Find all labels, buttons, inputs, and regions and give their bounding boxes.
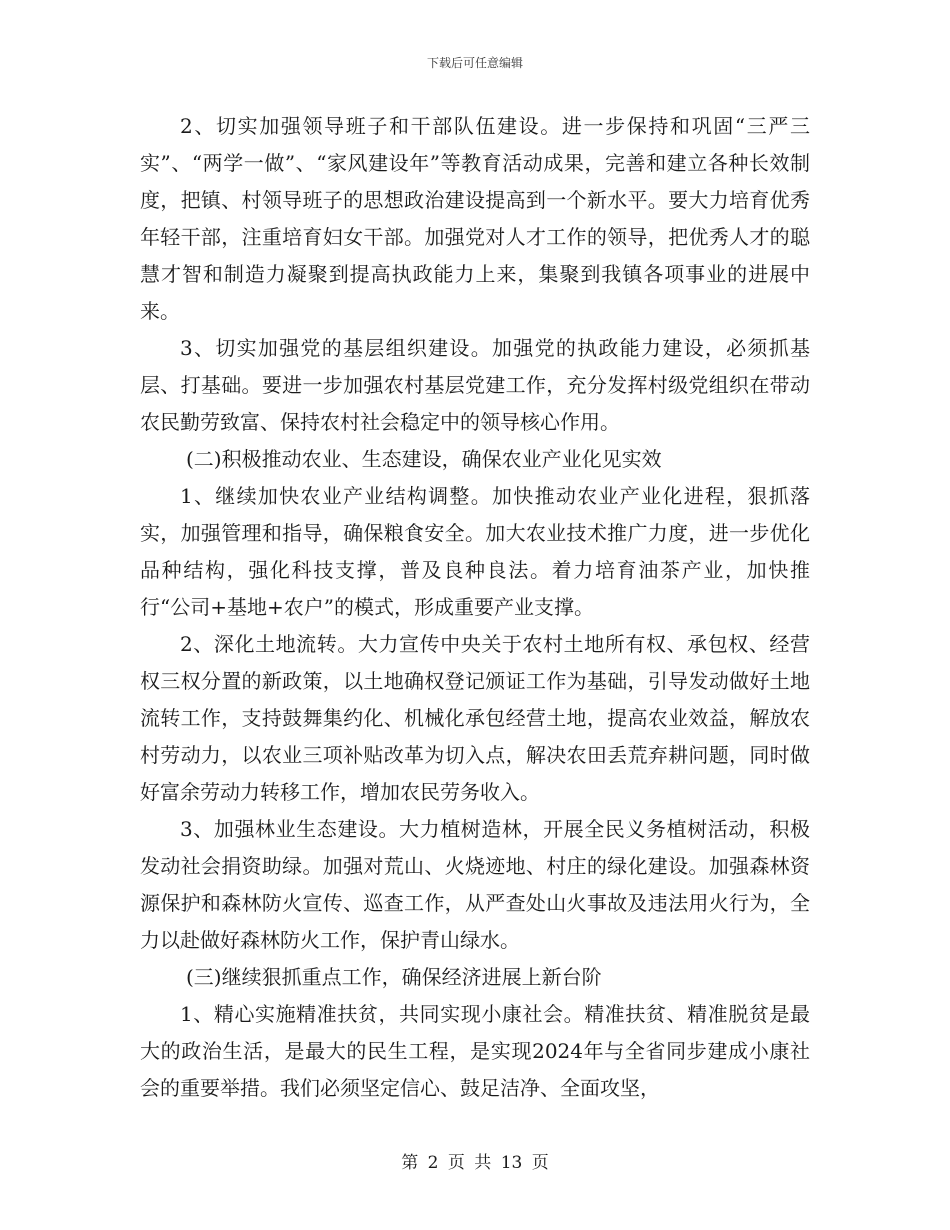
section-heading-agriculture: (二)积极推动农业、生态建设，确保农业产业化见实效 xyxy=(186,447,662,471)
paragraph-forestry: 3、加强林业生态建设。大力植树造林，开展全民义务植树活动，积极发动社会捐资助绿。加强对荒山、火烧迹地、村庄的绿化建设。加强森林资源保护和森林防火宣传、巡查工作，从严查处山火事故及违法用火行为，全力以赴做好森林防火工作，保护青山绿水。 xyxy=(140,817,810,952)
page-footer: 第 2 页 共 13 页 xyxy=(401,1153,549,1173)
paragraph-poverty-alleviation: 1、精心实施精准扶贫，共同实现小康社会。精准扶贫、精准脱贫是最大的政治生活，是最大的民生工程，是实现2024年与全省同步建成小康社会的重要举措。我们必须坚定信心、鼓足洁净、全面攻坚， xyxy=(140,1002,810,1100)
section-heading-key-work: (三)继续狠抓重点工作，确保经济进展上新台阶 xyxy=(186,965,602,989)
document-body xyxy=(140,108,810,1107)
paragraph-agri-structure: 1、继续加快农业产业结构调整。加快推动农业产业化进程，狠抓落实，加强管理和指导，确保粮食安全。加大农业技术推广力度，进一步优化品种结构，强化科技支撑，普及良种良法。着力培育油茶产业，加快推行“公司+基地+农户”的模式，形成重要产业支撑。 xyxy=(140,484,810,619)
paragraph-grassroots-organization: 3、切实加强党的基层组织建设。加强党的执政能力建设，必须抓基层、打基础。要进一步加强农村基层党建工作，充分发挥村级党组织在带动农民勤劳致富、保持农村社会稳定中的领导核心作用。 xyxy=(140,336,810,434)
paragraph-leadership-team: 2、切实加强领导班子和干部队伍建设。进一步保持和巩固“三严三实”、“两学一做”、“家风建设年”等教育活动成果，完善和建立各种长效制度，把镇、村领导班子的思想政治建设提高到一个新水平。要大力培育优秀年轻干部，注重培育妇女干部。加强党对人才工作的领导，把优秀人才的聪慧才智和制造力凝聚到提高执政能力上来，集聚到我镇各项事业的进展中来。 xyxy=(140,114,810,323)
paragraph-land-transfer: 2、深化土地流转。大力宣传中央关于农村土地所有权、承包权、经营权三权分置的新政策，以土地确权登记颁证工作为基础，引导发动做好土地流转工作，支持鼓舞集约化、机械化承包经营土地，提高农业效益，解放农村劳动力，以农业三项补贴改革为切入点，解决农田丢荒弃耕问题，同时做好富余劳动力转移工作，增加农民劳务收入。 xyxy=(140,632,810,804)
page-header: 下载后可任意编辑 xyxy=(426,56,523,70)
